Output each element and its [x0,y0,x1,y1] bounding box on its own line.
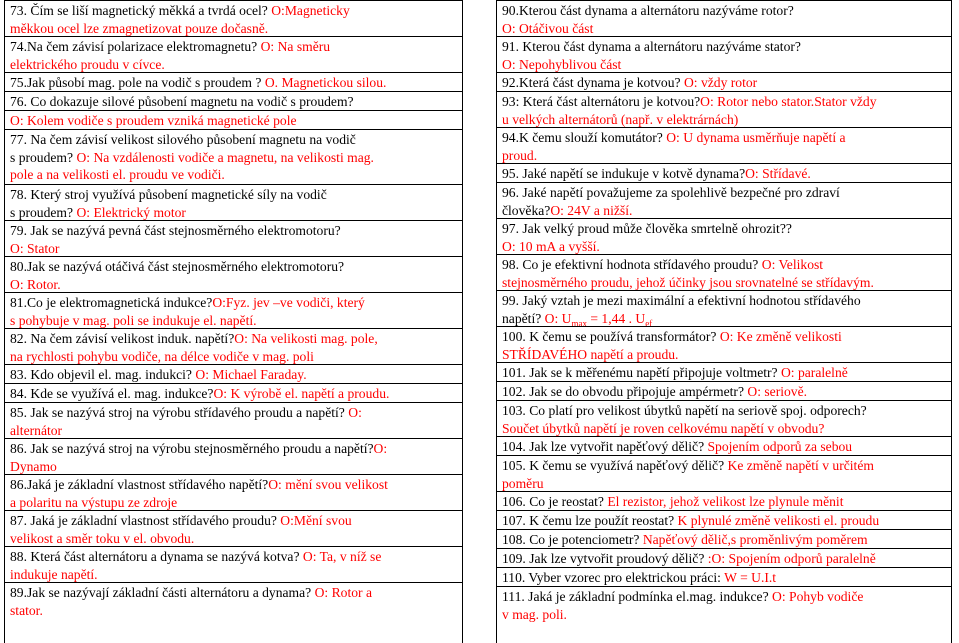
answer-text: Součet úbytků napětí je roven celkovému napětí v obvodu? [502,420,825,436]
question-row [497,163,951,182]
question-row [497,218,951,254]
question-text: 85. Jak se nazývá stroj na výrobu střídavého proudu a napětí? [10,405,349,420]
question-text: 108. Co je potenciometr? [502,532,643,547]
question-text: 99. Jaký vztah je mezi maximální a efektivní hodnotou střídavého [502,293,861,308]
answer-text: v mag. poli. [502,606,567,622]
question-row [497,455,951,491]
answer-text: u velkých alternátorů (např. v elektrárnách) [502,111,739,127]
answer-text: O: Na vzdálenosti vodiče a magnetu, na velikosti mag. [76,149,374,165]
question-row [497,381,951,400]
answer-text: O: Rotor. [10,276,61,292]
answer-text: O: Otáčivou část [502,20,594,36]
answer-text: O: 10 mA a vyšší. [502,238,600,254]
answer-text: O: mění svou velikost [268,477,388,492]
question-text: 91. Kterou část dynama a alternátoru nazýváme stator? [502,39,801,54]
question-text: 73. Čím se liší magnetický měkká a tvrdá ocel? [10,3,272,18]
question-text: 74.Na čem závisí polarizace elektromagnetu? [10,39,261,54]
answer-text: O: Nepohyblivou část [502,56,622,72]
answer-text: Ke změně napětí v určitém [727,458,874,473]
answer-text: STŘÍDAVÉHO napětí a proudu. [502,346,679,362]
question-row [497,491,951,510]
question-text: 75.Jak působí mag. pole na vodič s proudem ? [10,75,265,90]
question-row [497,127,951,163]
question-row [5,91,462,110]
question-row [497,586,951,624]
question-row [5,402,462,438]
question-text: 98. Co je efektivní hodnota střídavého proudu? [502,257,762,272]
question-row [5,438,462,474]
question-text: 92.Která část dynama je kotvou? [502,75,684,90]
answer-text: O: Na velikosti mag. pole, [234,331,378,346]
question-text: 83. Kdo objevil el. mag. indukci? [10,367,196,382]
question-text: 105. K čemu se využívá napěťový dělič? [502,458,728,473]
answer-text: O: [373,441,388,456]
subscript-text: ef [645,318,653,326]
answer-text: O: Rotor nebo stator.Stator vždy [700,94,877,109]
question-row [497,326,951,362]
answer-text: O: K výrobě el. napětí a proudu. [213,386,390,401]
answer-text: s pohybuje v mag. poli se indukuje el. napětí. [10,312,257,328]
question-text: 95. Jaké napětí se indukuje v kotvě dynama? [502,166,746,181]
answer-text: na rychlosti pohybu vodiče, na délce vodiče v mag. poli [10,348,314,364]
question-text: 106. Co je reostat? [502,494,608,509]
answer-text: Spojením odporů za sebou [707,439,853,454]
answer-text: O: U [544,310,572,326]
answer-text: O: Kolem vodiče s proudem vzniká magnetické pole [10,113,297,128]
question-text: 110. Vyber vzorec pro elektrickou práci: [502,570,725,585]
answer-text: O: Elektrický motor [76,204,186,220]
answer-text: elektrického proudu v cívce. [10,56,165,72]
answer-text: = 1,44 . U [586,310,646,326]
question-text: 104. Jak lze vytvořit napěťový dělič? [502,439,708,454]
question-row [5,474,462,510]
question-text: 109. Jak lze vytvořit proudový dělič? [502,551,708,566]
answer-text: O: Velikost [761,257,824,272]
question-text: 78. Který stroj využívá působení magnetické síly na vodič [10,187,327,202]
answer-text: O: Michael Faraday. [195,367,307,382]
answer-text: měkkou ocel lze zmagnetizovat pouze dočasně. [10,20,269,36]
question-text: 88. Která část alternátoru a dynama se nazývá kotva? [10,549,303,564]
answer-text: Dynamo [10,458,57,474]
question-row [497,91,951,127]
question-text: 111. Jaká je základní podmínka el.mag. indukce? [502,589,773,604]
answer-text: :O: Spojením odporů paralelně [707,551,876,566]
answer-text: indukuje napětí. [10,566,98,582]
question-row [5,0,462,36]
answer-text: O: [348,405,362,420]
question-row [5,364,462,383]
question-text: 107. K čemu lze použít reostat? [502,513,678,528]
question-row [5,546,462,582]
answer-text: alternátor [10,422,63,438]
answer-text: stejnosměrného proudu, jehož účinky jsou srovnatelné se střídavým. [502,274,874,290]
question-text: člověka? [502,202,551,218]
answer-text: O: Ke změně velikosti [719,329,842,344]
question-row [5,72,462,91]
question-row [5,129,462,184]
answer-text: O: vždy rotor [683,75,758,90]
question-text: 96. Jaké napětí považujeme za spolehlivě bezpečné pro zdraví [502,185,840,200]
question-text: s proudem? [10,204,77,220]
answer-text: velikost a směr toku v el. obvodu. [10,530,195,546]
question-row [497,548,951,567]
answer-text: O: Střídavé. [745,166,811,181]
question-row [5,220,462,256]
answer-text: O:Magneticky [271,3,350,18]
question-text: 100. K čemu se používá transformátor? [502,329,720,344]
left-column [4,0,463,643]
answer-text: O: Na směru [260,39,331,54]
question-text: 89.Jak se nazývají základní části alternátoru a dynama? [10,585,315,600]
answer-text: O:Mění svou [280,513,352,528]
question-text: 79. Jak se nazývá pevná část stejnosměrného elektromotoru? [10,223,341,238]
question-row [497,36,951,72]
question-row [5,328,462,364]
right-column [496,0,952,643]
question-text: 81.Co je elektromagnetická indukce? [10,295,213,310]
question-row [497,400,951,436]
question-text: 94.K čemu slouží komutátor? [502,130,667,145]
answer-text: O: U dynama usměrňuje napětí a [666,130,846,145]
question-text: 101. Jak se k měřenému napětí připojuje voltmetr? [502,365,781,380]
answer-text: a polaritu na výstupu ze zdroje [10,494,178,510]
question-text: 76. Co dokazuje silové působení magnetu na vodič s proudem? [10,94,354,109]
question-text: 80.Jak se nazývá otáčivá část stejnosměrného elektromotoru? [10,259,345,274]
question-text: 86. Jak se nazývá stroj na výrobu stejnosměrného proudu a napětí? [10,441,374,456]
question-row [5,383,462,402]
question-text: 84. Kde se využívá el. mag. indukce? [10,386,214,401]
answer-text: proud. [502,147,538,163]
answer-text: stator. [10,602,43,618]
question-text: napětí? [502,310,545,326]
question-row [5,256,462,292]
answer-text: O: seriově. [747,384,808,399]
answer-text: El rezistor, jehož velikost lze plynule měnit [607,494,844,509]
question-text: 87. Jaká je základní vlastnost střídavého proudu? [10,513,281,528]
question-text: 97. Jak velký proud může člověka smrtelně ohrozit?? [502,221,792,236]
question-row [497,362,951,381]
question-text: 103. Co platí pro velikost úbytků napětí na seriově spoj. odporech? [502,403,867,418]
question-text: 93: Která část alternátoru je kotvou? [502,94,701,109]
question-text: 86.Jaká je základní vlastnost střídavého napětí? [10,477,269,492]
question-text: 102. Jak se do obvodu připojuje ampérmetr? [502,384,748,399]
question-row [497,529,951,548]
question-row [5,510,462,546]
answer-text: O: 24V a nižší. [550,202,633,218]
question-text: s proudem? [10,149,77,165]
answer-text: O: Ta, v níž se [302,549,382,564]
question-row [497,510,951,529]
answer-text: O:Fyz. jev –ve vodiči, který [212,295,365,310]
answer-text: poměru [502,475,544,491]
question-row [497,182,951,218]
question-row [497,72,951,91]
answer-text: O: Rotor a [314,585,372,600]
answer-text: O: paralelně [780,365,848,380]
question-row [497,290,951,326]
question-row [497,0,951,36]
question-row [497,254,951,290]
question-text: 90.Kterou část dynama a alternátoru nazýváme rotor? [502,3,794,18]
answer-text: O: Pohyb vodiče [772,589,864,604]
answer-text: O. Magnetickou silou. [264,75,387,90]
subscript-text: max [571,318,587,326]
answer-text: pole a na velikosti el. proudu ve vodiči. [10,167,225,183]
answer-text: W = U.I.t [724,570,777,585]
answer-text: K plynulé změně velikosti el. proudu [677,513,880,528]
question-row [5,582,462,620]
question-row [5,292,462,328]
question-row [5,110,462,129]
question-row [497,567,951,586]
question-row [497,436,951,455]
answer-text: Napěťový dělič,s proměnlivým poměrem [642,532,868,547]
question-text: 82. Na čem závisí velikost induk. napětí? [10,331,235,346]
question-row [5,184,462,220]
answer-text: O: Stator [10,240,60,256]
question-text: 77. Na čem závisí velikost silového působení magnetu na vodič [10,132,356,147]
question-row [5,36,462,72]
